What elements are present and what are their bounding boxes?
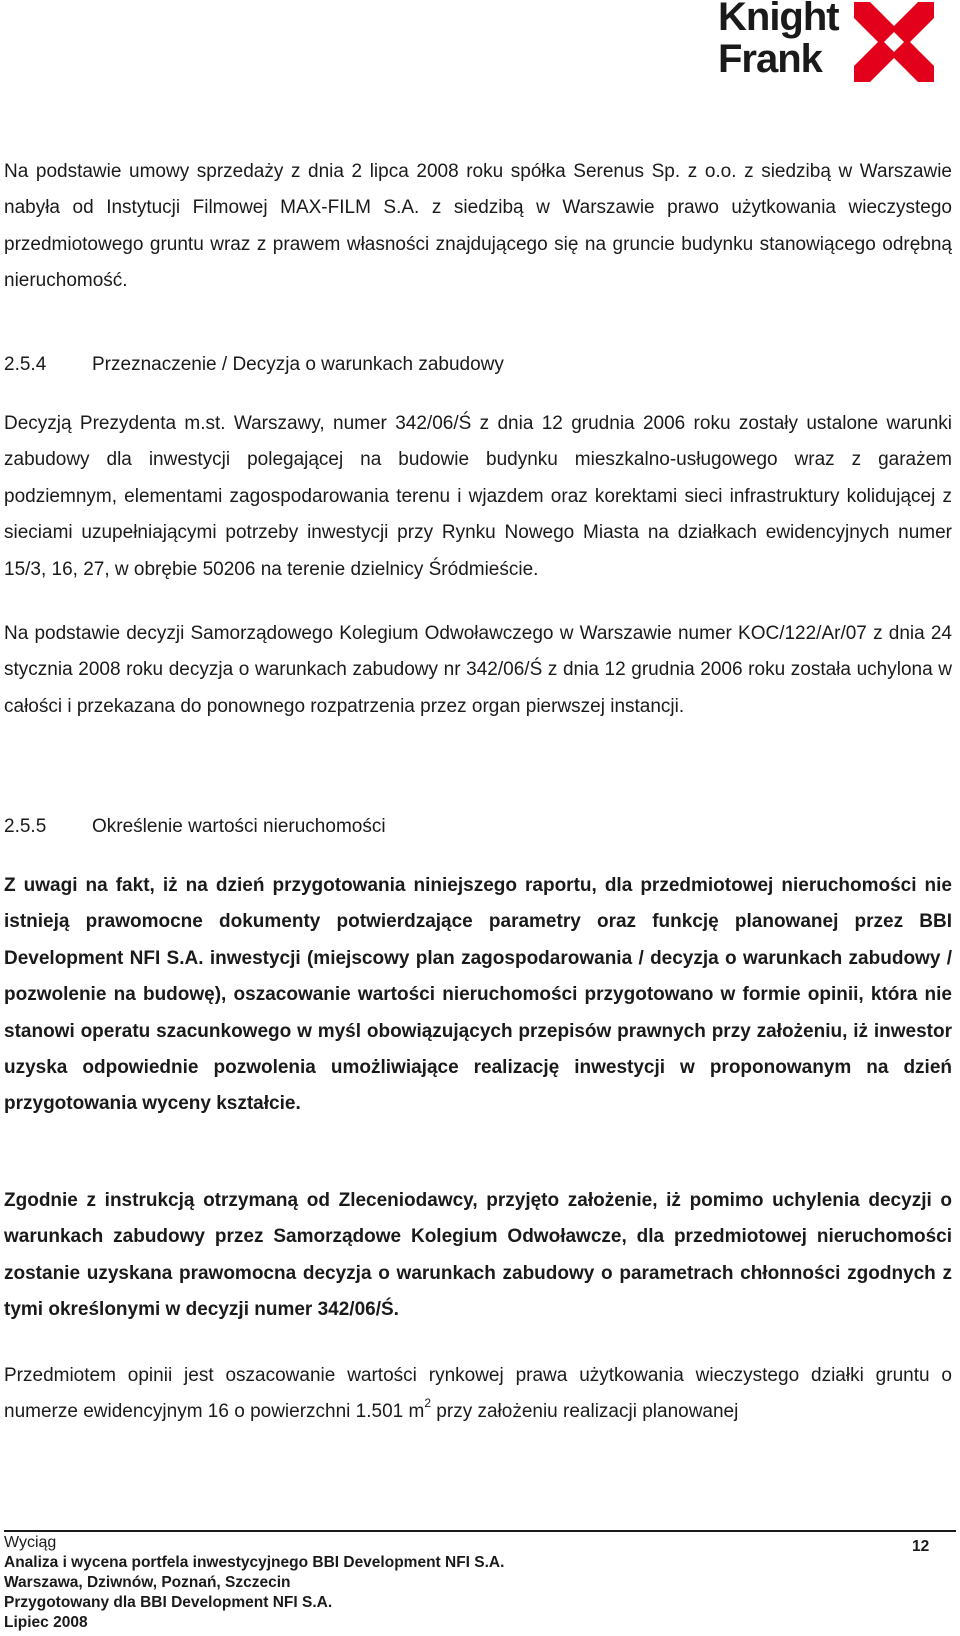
text-part: Przedmiotem opinii jest oszacowanie wartości rynkowej prawa użytkowania wieczystego działki gruntu o numerze ewidencyjnym 16 o powierzchni 1.501 m bbox=[4, 1365, 952, 1423]
footer-date: Lipiec 2008 bbox=[4, 1614, 88, 1631]
section-number: 2.5.5 bbox=[4, 816, 47, 837]
footer bbox=[4, 1533, 604, 1633]
superscript: 2 bbox=[424, 1396, 432, 1411]
text-part: przy założeniu realizacji planowanej bbox=[431, 1401, 739, 1423]
logo-line-knight: Knight bbox=[718, 0, 839, 39]
section-number: 2.5.4 bbox=[4, 354, 47, 375]
page-number: 12 bbox=[912, 1538, 930, 1555]
paragraph-decision-sko: Na podstawie decyzji Samorządowego Kolegium Odwoławczego w Warszawie numer KOC/122/Ar/07 z dnia 24 stycznia 2008 roku decyzja o warunkach zabudowy nr 342/06/Ś z dnia 12 grudnia 2006 roku została uchylona w całości i przekazana do ponownego rozpatrzenia przez organ pierwszej instancji. bbox=[4, 623, 952, 717]
paragraph-decision-president: Decyzją Prezydenta m.st. Warszawy, numer 342/06/Ś z dnia 12 grudnia 2006 roku zostały ustalone warunki zabudowy dla inwestycji polegającej na budowie budynku mieszkalno-usługowego wraz z garażem podziemnym, elementami zagospodarowania terenu i wjazdem oraz korektami sieci infrastruktury kolidującej z sieciami uzupełniającymi potrzeby inwestycji przy Rynku Nowego Miasta na działkach ewidencyjnych numer 15/3, 16, 27, w obrębie 50206 na terenie dzielnicy Śródmieście. bbox=[4, 413, 952, 580]
paragraph-valuation-opinion: Z uwagi na fakt, iż na dzień przygotowania niniejszego raportu, dla przedmiotowej nieruchomości nie istnieją prawomocne dokumenty potwierdzające parametry oraz funkcję planowanej przez BBI Development NFI S.A. inwestycji (miejscowy plan zagospodarowania / decyzja o warunkach zabudowy / pozwolenie na budowę), oszacowanie wartości nieruchomości przygotowano w formie opinii, która nie stanowi operatu szacunkowego w myśl obowiązujących przepisów prawnych przy założeniu, iż inwestor uzyska odpowiednie pozwolenia umożliwiające realizację inwestycji w proponowanym na dzień przygotowania wyceny kształcie. bbox=[4, 875, 952, 1115]
footer-report-title: Analiza i wycena portfela inwestycyjnego BBI Development NFI S.A. bbox=[4, 1554, 505, 1571]
logo-wordmark bbox=[718, 0, 848, 80]
paragraph-sale-agreement: Na podstawie umowy sprzedaży z dnia 2 lipca 2008 roku spółka Serenus Sp. z o.o. z siedzibą w Warszawie nabyła od Instytucji Filmowej MAX-FILM S.A. z siedzibą w Warszawie prawo użytkowania wieczystego przedmiotowego gruntu wraz z prawem własności znajdującego się na gruncie budynku stanowiącego odrębną nieruchomość. bbox=[4, 161, 952, 292]
paragraph-client-instruction: Zgodnie z instrukcją otrzymaną od Zleceniodawcy, przyjęto założenie, iż pomimo uchylenia decyzji o warunkach zabudowy przez Samorządowe Kolegium Odwoławcze, dla przedmiotowej nieruchomości zostanie uzyskana prawomocna decyzja o warunkach zabudowy o parametrach chłonności zgodnych z tymi określonymi w decyzji numer 342/06/Ś. bbox=[4, 1190, 952, 1321]
section-title: Przeznaczenie / Decyzja o warunkach zabudowy bbox=[92, 354, 504, 375]
footer-locations: Warszawa, Dziwnów, Poznań, Szczecin bbox=[4, 1574, 291, 1591]
footer-divider bbox=[4, 1530, 956, 1532]
section-heading-2-5-4 bbox=[4, 347, 504, 383]
section-title: Określenie wartości nieruchomości bbox=[92, 816, 386, 837]
footer-prepared-for: Przygotowany dla BBI Development NFI S.A. bbox=[4, 1594, 333, 1611]
logo-mark-icon bbox=[854, 2, 934, 82]
footer-label: Wyciąg bbox=[4, 1534, 57, 1551]
section-heading-2-5-5 bbox=[4, 809, 386, 845]
logo-line-frank: Frank bbox=[718, 37, 822, 81]
knight-frank-logo bbox=[718, 0, 934, 84]
paragraph-subject-of-opinion bbox=[4, 1358, 952, 1431]
